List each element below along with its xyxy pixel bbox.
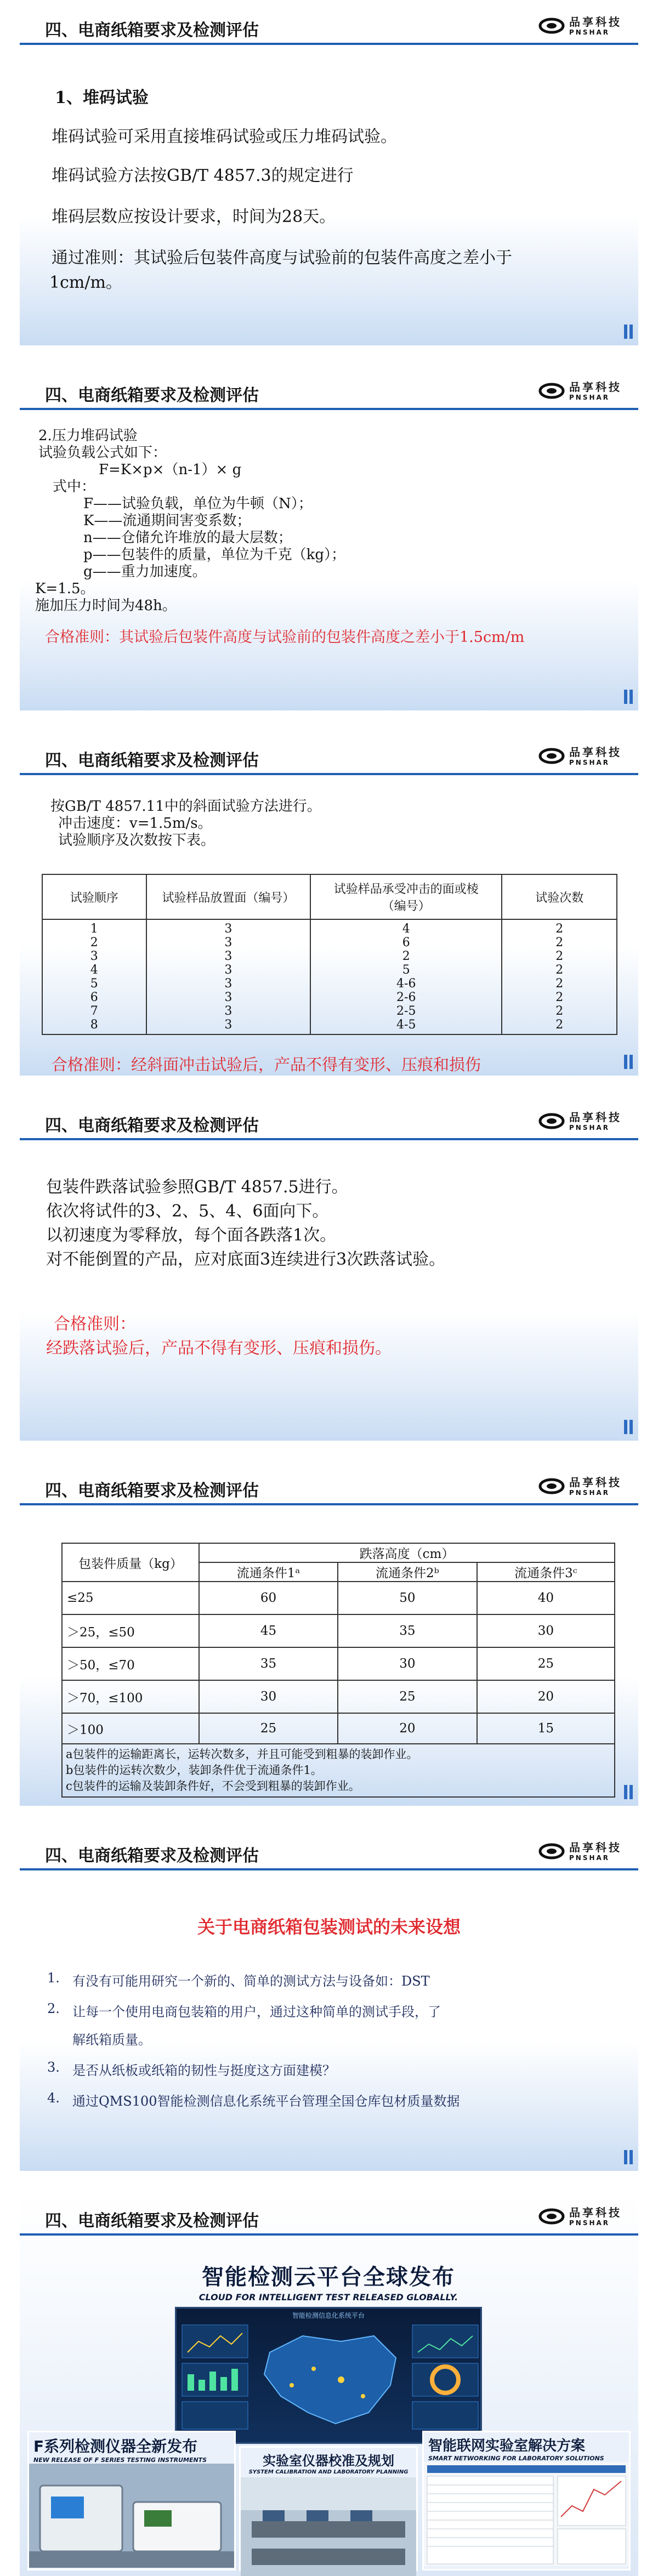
- dashboard-screen: [175, 2307, 482, 2444]
- col-header: 试验样品承受冲击的面或棱（编号）: [310, 874, 502, 919]
- paragraph: 堆码试验方法按GB/T 4857.3的规定进行: [52, 166, 354, 185]
- list-item: [47, 2060, 617, 2090]
- pnshar-logo-icon: [538, 2208, 565, 2225]
- cell: 30: [199, 1680, 338, 1713]
- k-value: K=1.5。: [35, 581, 95, 597]
- logo-cn: 品享科技: [569, 2205, 622, 2219]
- logo-en: PNSHAR: [569, 758, 610, 766]
- lab-photo: [241, 2477, 416, 2576]
- formula-var: p——包装件的质量，单位为千克（kg）；: [83, 547, 346, 563]
- dashboard-title: 智能检测信息化系统平台: [292, 2312, 365, 2319]
- cell: 5: [402, 963, 410, 977]
- cell: 20: [338, 1713, 477, 1744]
- cell: 25: [199, 1713, 338, 1744]
- cell: 6: [90, 991, 98, 1004]
- formula-var: g——重力加速度。: [83, 564, 207, 580]
- poster-subtitle: CLOUD FOR INTELLIGENT TEST RELEASED GLOBALLY.: [198, 2292, 458, 2302]
- impact-test-table: [42, 874, 617, 1035]
- col-header: 流通条件1ᵃ: [199, 1562, 338, 1582]
- place-col: [146, 919, 310, 1034]
- slide-title: 四、电商纸箱要求及检测评估: [45, 1846, 259, 1866]
- col-header: 试验顺序: [42, 874, 146, 919]
- slide-incline-impact: [20, 733, 638, 1076]
- china-map-graphic: [177, 2319, 482, 2444]
- cell: 2: [555, 1018, 564, 1032]
- cell: 3: [224, 977, 232, 991]
- slide-body: [46, 1175, 445, 1361]
- table-notes: [62, 1744, 615, 1797]
- cell: 35: [199, 1647, 338, 1680]
- header-divider: [20, 408, 638, 410]
- note: c包装件的运输及装卸条件好，不会受到粗暴的装卸作业。: [66, 1779, 360, 1793]
- slide-title: 四、电商纸箱要求及检测评估: [45, 21, 259, 40]
- height-header: 跌落高度（cm）: [199, 1543, 615, 1562]
- cell: 2-6: [396, 991, 416, 1004]
- cell: 25: [338, 1680, 477, 1713]
- corner-decoration: [624, 1420, 633, 1434]
- poster-title: 智能检测云平台全球发布: [202, 2265, 455, 2290]
- logo-en: PNSHAR: [569, 28, 610, 36]
- cell: 30: [338, 1647, 477, 1680]
- slide-title: 四、电商纸箱要求及检测评估: [45, 386, 259, 405]
- cell: 4-6: [396, 977, 416, 991]
- slide-future-ideas: [20, 1829, 638, 2171]
- cell: 3: [224, 1004, 232, 1018]
- formula-var: n——仓储允许堆放的最大层数；: [83, 530, 292, 546]
- pass-criteria: 合格准则：其试验后包装件高度与试验前的包装件高度之差小于1.5cm/m: [45, 629, 525, 646]
- slide-header: [20, 3, 638, 47]
- cell: 8: [90, 1018, 98, 1032]
- subtitle: 关于电商纸箱包装测试的未来设想: [197, 1917, 461, 1937]
- pass-criteria-cont: 1cm/m。: [49, 273, 122, 292]
- slide-pressure-stacking: [20, 368, 638, 710]
- header-divider: [20, 1868, 638, 1870]
- logo-en: PNSHAR: [569, 1853, 610, 1862]
- poster-title: 智能联网实验室解决方案: [428, 2438, 586, 2454]
- formula-var: F——试验负载，单位为牛顿（N）；: [83, 496, 313, 512]
- slide-body: [35, 428, 620, 646]
- slide-intro: [50, 798, 321, 849]
- cell: 3: [224, 936, 232, 949]
- cell: 5: [90, 977, 98, 991]
- logo-en: PNSHAR: [569, 1123, 610, 1131]
- mass-cell: ＞50，≤70: [62, 1647, 199, 1680]
- note: a包装件的运输距离长，运转次数多，并且可能受到粗暴的装卸作业。: [66, 1748, 418, 1761]
- slide-product-showcase: [20, 2194, 638, 2576]
- formula-var: K——流通期间害变系数；: [83, 513, 251, 529]
- header-divider: [20, 773, 638, 775]
- table-row: [62, 1582, 615, 1614]
- cell: 4-5: [396, 1018, 416, 1032]
- col-header: 流通条件2ᵇ: [338, 1562, 477, 1582]
- slide-drop-height: [20, 1464, 638, 1806]
- cell: 2: [555, 991, 564, 1004]
- paragraph: 堆码试验可采用直接堆码试验或压力堆码试验。: [52, 127, 397, 146]
- mass-cell: ＞100: [62, 1713, 199, 1744]
- list-num: 1.: [47, 1970, 60, 1986]
- cell: 60: [199, 1582, 338, 1614]
- cell: 40: [477, 1582, 615, 1614]
- poster-subtitle: NEW RELEASE OF F SERIES TESTING INSTRUMENTS: [33, 2456, 207, 2464]
- brand-logo: [538, 1476, 622, 1497]
- order-line: 试验顺序及次数按下表。: [58, 832, 215, 849]
- slide-drop-test: [20, 1099, 638, 1441]
- list-text: 让每一个使用电商包装箱的用户，通过这种简单的测试手段，了: [72, 2004, 441, 2020]
- table-notes-row: [62, 1744, 615, 1797]
- logo-en: PNSHAR: [569, 2219, 610, 2227]
- mass-cell: ≤25: [62, 1582, 199, 1614]
- pnshar-logo-icon: [538, 748, 565, 764]
- list-item: [47, 2001, 617, 2020]
- cell: 35: [338, 1614, 477, 1647]
- table-body-row: [42, 919, 617, 1034]
- header-divider: [20, 1138, 638, 1140]
- header-divider: [20, 2233, 638, 2236]
- formula: F=K×p×（n-1）× g: [99, 462, 242, 478]
- cell: 3: [224, 963, 232, 977]
- cell: 2: [555, 936, 564, 949]
- calibration-poster: [239, 2446, 418, 2571]
- list-text-cont: 解纸箱质量。: [72, 2032, 151, 2048]
- cloud-platform-poster: [161, 2260, 496, 2441]
- f-series-poster: [27, 2431, 236, 2571]
- brand-logo: [538, 2206, 622, 2227]
- brand-logo: [538, 1841, 622, 1862]
- logo-cn: 品享科技: [569, 1110, 622, 1124]
- count-col: [502, 919, 617, 1034]
- slide-body: [49, 86, 611, 295]
- col-header: 试验样品放置面（编号）: [146, 874, 310, 919]
- poster-subtitle: SMART NETWORKING FOR LABORATORY SOLUTIONS: [428, 2455, 604, 2462]
- mass-header: 包装件质量（kg）: [62, 1543, 199, 1582]
- corner-decoration: [624, 2150, 633, 2164]
- paragraph: 以初速度为零释放，每个面各跌落1次。: [46, 1226, 337, 1245]
- slide-header: [20, 733, 638, 777]
- cell: 50: [338, 1582, 477, 1614]
- mass-cell: ＞25，≤50: [62, 1614, 199, 1647]
- cell: 15: [477, 1713, 615, 1744]
- poster-title: F系列检测仪器全新发布: [33, 2437, 198, 2455]
- list-text: 通过QMS100智能检测信息化系统平台管理全国仓库包材质量数据: [72, 2094, 460, 2109]
- cell: 3: [224, 922, 232, 936]
- cell: 25: [477, 1647, 615, 1680]
- logo-cn: 品享科技: [569, 745, 622, 759]
- slide-header: [20, 2194, 638, 2238]
- brand-logo: [538, 380, 622, 401]
- list-item: [47, 1970, 617, 2001]
- header-divider: [20, 1503, 638, 1505]
- cell: 20: [477, 1680, 615, 1713]
- pass-criteria: 通过准则：其试验后包装件高度与试验前的包装件高度之差小于: [52, 248, 512, 268]
- networking-poster: [422, 2431, 631, 2571]
- cell: 7: [90, 1004, 98, 1018]
- cell: 6: [402, 936, 410, 949]
- list-num: 4.: [47, 2090, 60, 2106]
- table-row: [62, 1713, 615, 1744]
- slide-stacking-test: [20, 3, 638, 345]
- cell: 2: [555, 977, 564, 991]
- poster-title: 实验室仪器校准及规划: [263, 2453, 394, 2469]
- drop-height-table: [61, 1543, 615, 1798]
- cell: 2-5: [396, 1004, 416, 1018]
- slide-header: [20, 1829, 638, 1873]
- logo-cn: 品享科技: [569, 1840, 622, 1854]
- pnshar-logo-icon: [538, 383, 565, 399]
- corner-decoration: [624, 325, 633, 339]
- corner-decoration: [624, 690, 633, 704]
- pass-criteria: 合格准则：经斜面冲击试验后，产品不得有变形、压痕和损伤: [52, 1055, 481, 1074]
- slide-title: 四、电商纸箱要求及检测评估: [45, 1481, 259, 1500]
- cell: 4: [402, 922, 410, 936]
- note: b包装件的运转次数少，装卸条件优于流通条件1。: [66, 1764, 322, 1777]
- cell: 3: [224, 1018, 232, 1032]
- cell: 2: [555, 1004, 564, 1018]
- instrument-photo: [29, 2464, 234, 2568]
- order-col: [42, 919, 146, 1034]
- cell: 1: [90, 922, 98, 936]
- list-text: 有没有可能用研究一个新的、简单的测试方法与设备如：DST: [72, 1974, 430, 1989]
- method-line: 按GB/T 4857.11中的斜面试验方法进行。: [50, 798, 321, 815]
- table-row: [62, 1647, 615, 1680]
- logo-en: PNSHAR: [569, 1488, 610, 1497]
- brand-logo: [538, 1111, 622, 1131]
- pnshar-logo-icon: [538, 1843, 565, 1860]
- impact-col: [310, 919, 502, 1034]
- cell: 3: [224, 991, 232, 1004]
- slide-header: [20, 1099, 638, 1142]
- idea-list: [47, 1970, 617, 2109]
- pass-criteria-text: 经跌落试验后，产品不得有变形、压痕和损伤。: [46, 1339, 392, 1358]
- col-header: 流通条件3ᶜ: [477, 1562, 615, 1582]
- list-num: 2.: [47, 2001, 60, 2016]
- header-divider: [20, 43, 638, 45]
- section-heading: 1、堆码试验: [55, 88, 149, 107]
- slide-header: [20, 1464, 638, 1508]
- list-item: [47, 2090, 617, 2109]
- formula-heading: 2.压力堆码试验: [38, 428, 138, 444]
- list-num: 3.: [47, 2060, 60, 2075]
- brand-logo: [538, 746, 622, 766]
- formula-where: 式中：: [53, 479, 96, 495]
- pnshar-logo-icon: [538, 1113, 565, 1129]
- cell: 2: [402, 949, 410, 963]
- paragraph: 依次将试件的3、2、5、4、6面向下。: [46, 1202, 329, 1221]
- logo-cn: 品享科技: [569, 15, 622, 29]
- slide-title: 四、电商纸箱要求及检测评估: [45, 751, 259, 770]
- cell: 3: [224, 949, 232, 963]
- speed-line: 冲击速度：v=1.5m/s。: [58, 815, 212, 832]
- table-header-row: [62, 1543, 615, 1562]
- paragraph: 堆码层数应按设计要求，时间为28天。: [52, 207, 336, 226]
- col-header: 试验次数: [502, 874, 617, 919]
- cell: 2: [555, 963, 564, 977]
- mass-cell: ＞70，≤100: [62, 1680, 199, 1713]
- corner-decoration: [624, 1785, 633, 1799]
- cell: 2: [555, 922, 564, 936]
- table-row: [62, 1680, 615, 1713]
- paragraph: 对不能倒置的产品，应对底面3连续进行3次跌落试验。: [46, 1250, 446, 1269]
- pnshar-logo-icon: [538, 18, 565, 34]
- cell: 30: [477, 1614, 615, 1647]
- slide-title: 四、电商纸箱要求及检测评估: [45, 2211, 259, 2231]
- pressure-time: 施加压力时间为48h。: [35, 598, 177, 614]
- slide-title: 四、电商纸箱要求及检测评估: [45, 1116, 259, 1135]
- table-row: [62, 1614, 615, 1647]
- list-text: 是否从纸板或纸箱的韧性与挺度这方面建模？: [72, 2063, 336, 2078]
- logo-en: PNSHAR: [569, 393, 610, 401]
- pass-criteria-label: 合格准则：: [54, 1315, 136, 1334]
- table-header-row: [42, 874, 617, 919]
- cell: 45: [199, 1614, 338, 1647]
- corner-decoration: [624, 1055, 633, 1069]
- formula-intro: 试验负载公式如下：: [38, 445, 167, 461]
- software-screenshot: [424, 2462, 629, 2566]
- cell: 3: [90, 949, 98, 963]
- paragraph: 包装件跌落试验参照GB/T 4857.5进行。: [46, 1178, 348, 1197]
- pnshar-logo-icon: [538, 1478, 565, 1494]
- cell: 2: [90, 936, 98, 949]
- logo-cn: 品享科技: [569, 1475, 622, 1489]
- cell: 4: [90, 963, 98, 977]
- poster-subtitle: SYSTEM CALIBRATION AND LABORATORY PLANNING: [248, 2469, 409, 2475]
- logo-cn: 品享科技: [569, 380, 622, 394]
- brand-logo: [538, 15, 622, 36]
- slide-header: [20, 368, 638, 412]
- cell: 2: [555, 949, 564, 963]
